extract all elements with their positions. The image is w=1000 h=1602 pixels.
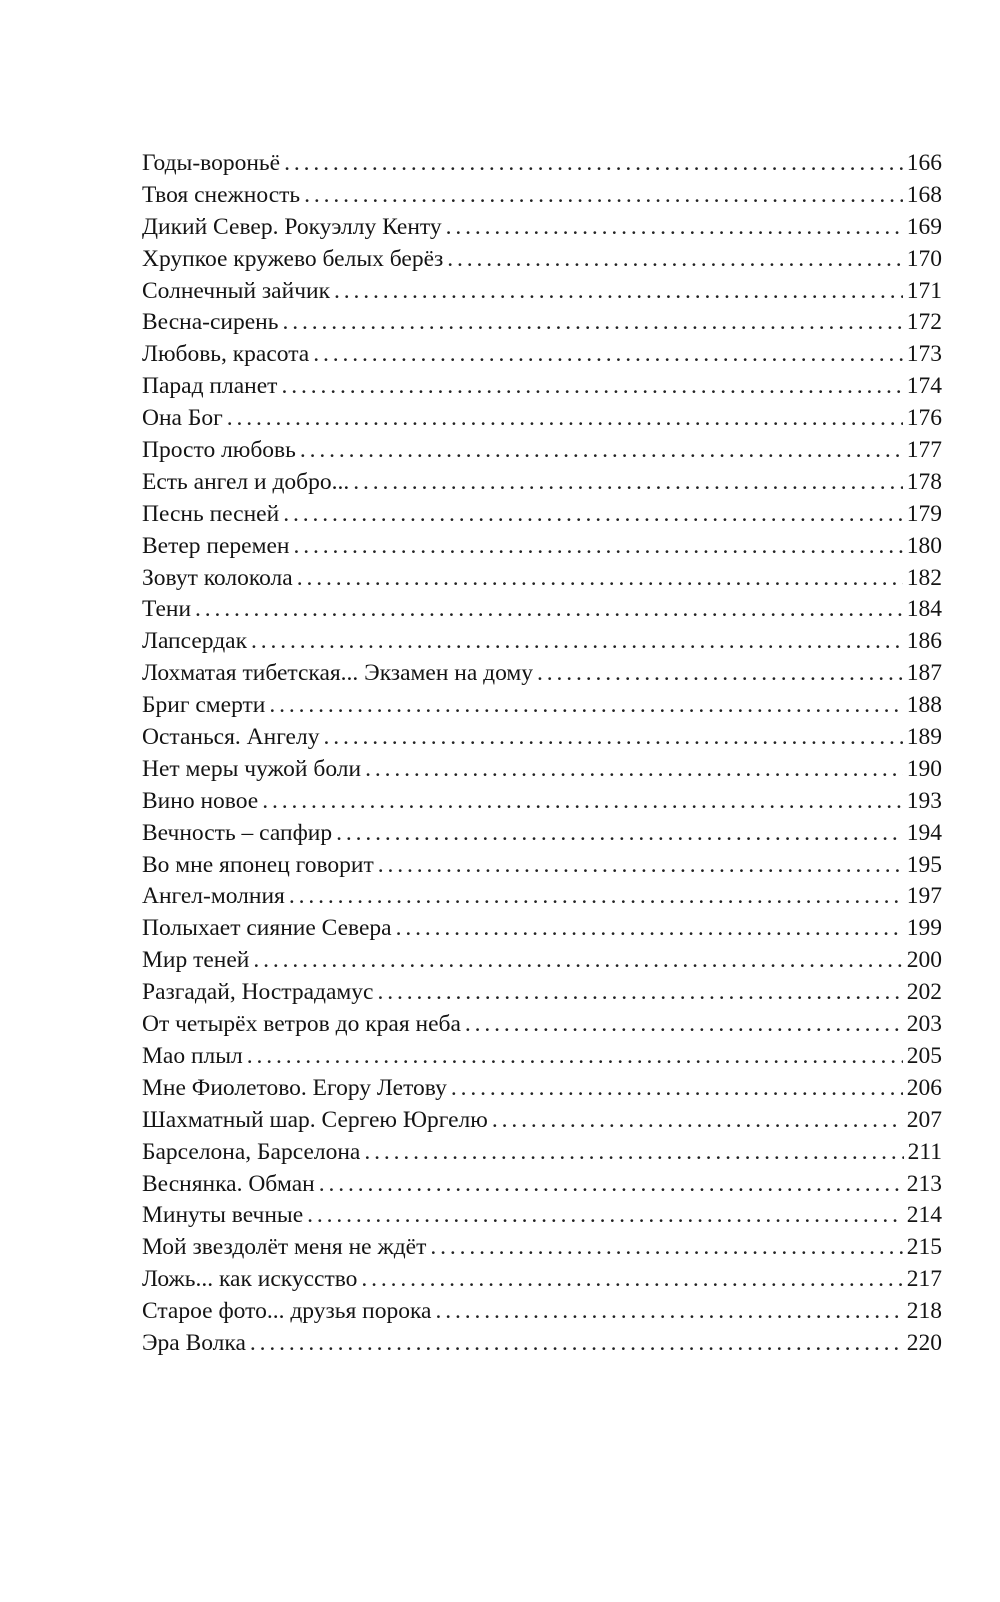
toc-entry (142, 1169, 942, 1201)
toc-entry (142, 594, 942, 626)
toc-entry (142, 499, 942, 531)
toc-entry-page-number: 215 (906, 1234, 942, 1261)
toc-entry (142, 212, 942, 244)
dot-leader (365, 754, 903, 786)
toc-entry-page-number: 179 (906, 500, 942, 527)
dot-leader (304, 180, 903, 212)
toc-entry-page-number: 184 (906, 596, 942, 623)
toc-entry-page-number: 206 (906, 1074, 942, 1101)
dot-leader (250, 1328, 903, 1360)
toc-entry-title: Вино новое (142, 787, 259, 814)
toc-entry (142, 945, 942, 977)
toc-entry (142, 435, 942, 467)
toc-entry (142, 1105, 942, 1137)
toc-entry-page-number: 202 (906, 979, 942, 1006)
toc-entry-page-number: 217 (906, 1266, 942, 1293)
dot-leader (294, 531, 903, 563)
toc-entry-title: Песнь песней (142, 500, 280, 527)
toc-entry (142, 786, 942, 818)
toc-entry-page-number: 200 (906, 947, 942, 974)
dot-leader (361, 1264, 902, 1296)
toc-entry (142, 563, 942, 595)
dot-leader (430, 1232, 902, 1264)
toc-entry-page-number: 218 (906, 1298, 942, 1325)
toc-entry-title: Солнечный зайчик (142, 277, 330, 304)
toc-entry (142, 1296, 942, 1328)
toc-entry-page-number: 194 (906, 819, 942, 846)
toc-entry (142, 339, 942, 371)
toc-entry (142, 722, 942, 754)
toc-entry (142, 531, 942, 563)
toc-entry-title: Останься. Ангелу (142, 724, 320, 751)
toc-entry-page-number: 186 (906, 628, 942, 655)
dot-leader (435, 1296, 902, 1328)
toc-entry-page-number: 187 (906, 660, 942, 687)
toc-entry-title: Вечность – сапфир (142, 819, 333, 846)
dot-leader (227, 403, 903, 435)
toc-entry-title: Бриг смерти (142, 692, 266, 719)
toc-entry-page-number: 174 (906, 373, 942, 400)
toc-entry-page-number: 170 (906, 245, 942, 272)
dot-leader (253, 945, 902, 977)
toc-entry-title: Шахматный шар. Сергею Юргелю (142, 1106, 488, 1133)
dot-leader (247, 1041, 903, 1073)
toc-entry (142, 977, 942, 1009)
toc-entry (142, 148, 942, 180)
toc-entry-title: Веснянка. Обман (142, 1170, 315, 1197)
dot-leader (269, 690, 902, 722)
dot-leader (465, 1009, 903, 1041)
toc-entry-title: Годы-вороньё (142, 150, 281, 176)
dot-leader (289, 881, 903, 913)
toc-entry-page-number: 205 (906, 1042, 942, 1069)
toc-entry-title: Парад планет (142, 373, 278, 400)
toc-entry-title: Зовут колокола (142, 564, 293, 591)
toc-entry-page-number: 177 (906, 437, 942, 464)
toc-entry-page-number: 178 (906, 468, 942, 495)
toc-entry-title: Нет меры чужой боли (142, 755, 362, 782)
dot-leader (281, 371, 902, 403)
toc-entry-title: Просто любовь (142, 437, 296, 464)
dot-leader (334, 276, 903, 308)
dot-leader (284, 148, 903, 180)
toc-entry (142, 754, 942, 786)
toc-entry-page-number: 188 (906, 692, 942, 719)
toc-entry-title: Ветер перемен (142, 532, 290, 559)
toc-entry (142, 371, 942, 403)
toc-entry (142, 626, 942, 658)
dot-leader (283, 499, 903, 531)
toc-entry-page-number: 180 (906, 532, 942, 559)
toc-entry-title: Мой звездолёт меня не ждёт (142, 1234, 427, 1261)
toc-entry (142, 690, 942, 722)
dot-leader (353, 467, 902, 499)
toc-entry-page-number: 173 (906, 341, 942, 368)
toc-entry (142, 467, 942, 499)
toc-entry-page-number: 214 (906, 1202, 942, 1229)
toc-entry-title: Полыхает сияние Севера (142, 915, 392, 942)
toc-entry (142, 180, 942, 212)
dot-leader (313, 339, 903, 371)
toc-entry-title: Тени (142, 596, 192, 623)
toc-entry (142, 881, 942, 913)
toc-entry-page-number: 213 (906, 1170, 942, 1197)
dot-leader (377, 977, 902, 1009)
dot-leader (319, 1169, 903, 1201)
toc-entry-page-number: 211 (907, 1138, 942, 1165)
toc-entry (142, 307, 942, 339)
toc-entry (142, 913, 942, 945)
toc-entry-page-number: 199 (906, 915, 942, 942)
toc-entry-title: Ложь... как искусство (142, 1266, 358, 1293)
toc-entry-title: Мао плыл (142, 1042, 243, 1069)
toc-entry-page-number: 207 (906, 1106, 942, 1133)
dot-leader (300, 435, 903, 467)
toc-entry (142, 244, 942, 276)
toc-entry (142, 1264, 942, 1296)
dot-leader (492, 1105, 903, 1137)
toc-entry-title: Дикий Север. Рокуэллу Кенту (142, 213, 442, 240)
dot-leader (297, 563, 903, 595)
toc-entry-title: Она Бог (142, 405, 223, 432)
toc-entry-title: Эра Волка (142, 1329, 246, 1356)
dot-leader (251, 626, 903, 658)
dot-leader (446, 212, 903, 244)
toc-entry-title: Минуты вечные (142, 1202, 304, 1229)
dot-leader (364, 1137, 903, 1169)
toc-entry (142, 1328, 942, 1360)
dot-leader (537, 658, 903, 690)
toc-entry-page-number: 220 (906, 1329, 942, 1356)
toc-entry-title: Есть ангел и добро... (142, 468, 350, 495)
toc-entry-page-number: 168 (906, 181, 942, 208)
toc-entry-title: Лохматая тибетская... Экзамен на дому (142, 660, 534, 687)
toc-entry (142, 403, 942, 435)
toc-entry-title: Барселона, Барселона (142, 1138, 361, 1165)
toc-entry (142, 818, 942, 850)
toc-entry-title: Хрупкое кружево белых берёз (142, 245, 444, 272)
toc-entry-page-number: 193 (906, 787, 942, 814)
toc-entry (142, 1073, 942, 1105)
dot-leader (396, 913, 903, 945)
toc-entry (142, 276, 942, 308)
toc-entry-title: Мне Фиолетово. Егору Летову (142, 1074, 447, 1101)
toc-entry-page-number: 169 (906, 213, 942, 240)
dot-leader (282, 307, 902, 339)
toc-entry-page-number: 197 (906, 883, 942, 910)
dot-leader (378, 850, 903, 882)
toc-entry-title: Во мне японец говорит (142, 851, 374, 878)
dot-leader (447, 244, 902, 276)
toc-entry (142, 1009, 942, 1041)
toc-entry (142, 658, 942, 690)
toc-entry-page-number: 195 (906, 851, 942, 878)
toc-entry-page-number: 182 (906, 564, 942, 591)
toc-entry-title: Мир теней (142, 947, 250, 974)
dot-leader (323, 722, 902, 754)
toc-entry (142, 850, 942, 882)
toc-entry-title: Ангел-молния (142, 883, 285, 910)
toc-entry-title: Твоя снежность (142, 181, 301, 208)
dot-leader (336, 818, 903, 850)
toc-entry-title: Любовь, красота (142, 341, 310, 368)
toc-entry-page-number: 171 (906, 277, 942, 304)
toc-entry-page-number: 203 (906, 1011, 942, 1038)
toc-entry (142, 1137, 942, 1169)
toc-entry (142, 1200, 942, 1232)
toc-entry-page-number: 189 (906, 724, 942, 751)
toc-entry-page-number: 176 (906, 405, 942, 432)
toc-entry-page-number: 166 (906, 150, 942, 176)
toc-entry-title: От четырёх ветров до края неба (142, 1011, 461, 1038)
toc-entry-title: Лапсердак (142, 628, 248, 655)
toc-entry-title: Разгадай, Нострадамус (142, 979, 374, 1006)
toc-entry-title: Старое фото... друзья порока (142, 1298, 432, 1325)
table-of-contents (142, 148, 942, 1360)
toc-entry (142, 1041, 942, 1073)
toc-entry-title: Весна-сирень (142, 309, 279, 336)
dot-leader (307, 1200, 903, 1232)
toc-entry-page-number: 190 (906, 755, 942, 782)
dot-leader (195, 594, 903, 626)
dot-leader (451, 1073, 903, 1105)
toc-entry (142, 1232, 942, 1264)
dot-leader (262, 786, 903, 818)
toc-entry-page-number: 172 (906, 309, 942, 336)
